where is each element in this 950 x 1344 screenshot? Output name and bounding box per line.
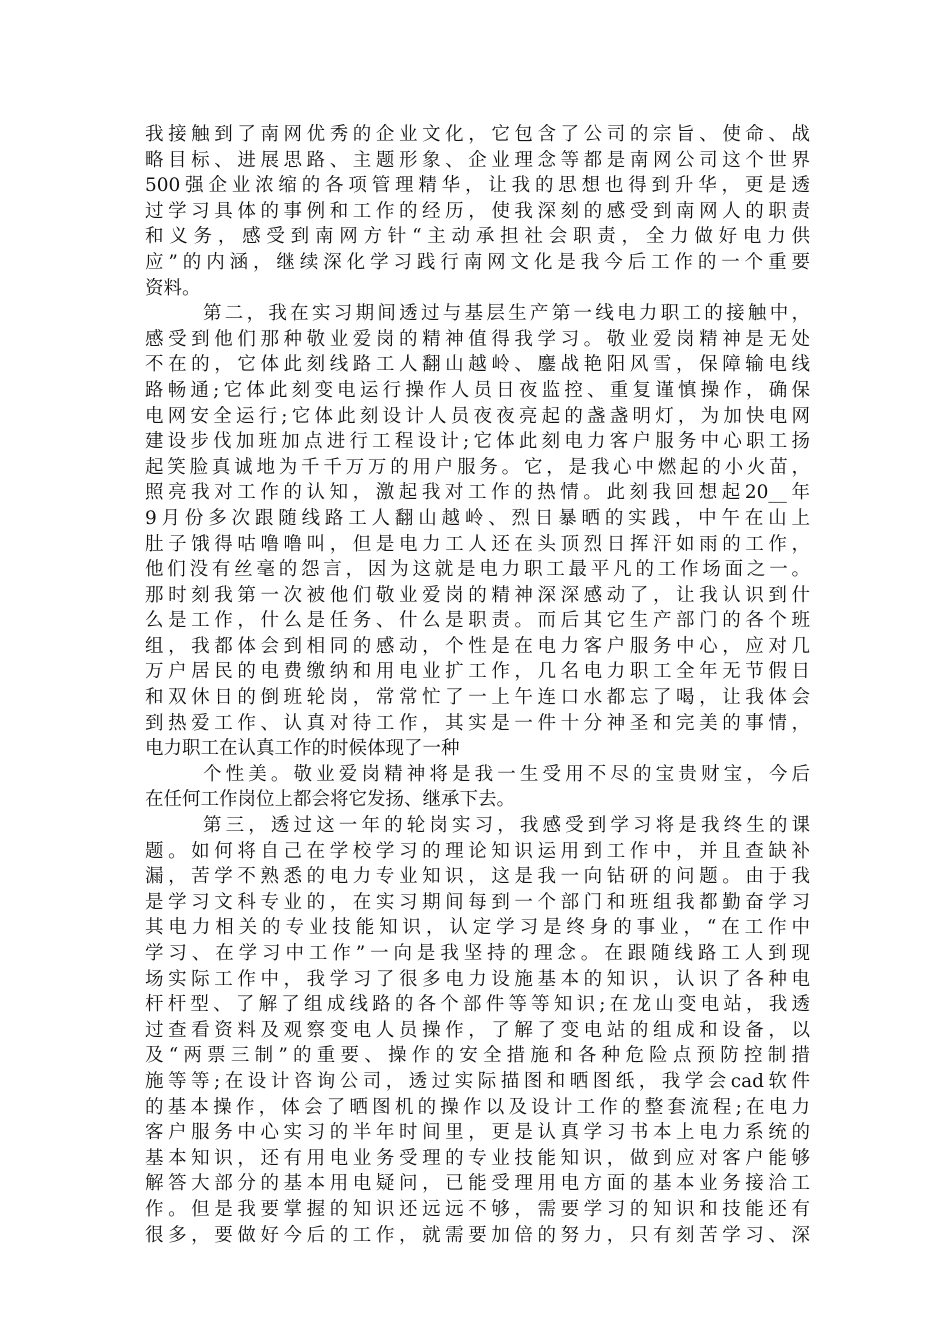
text-line: 第三，透过这一年的轮岗实习，我感受到学习将是我终生的课 xyxy=(203,815,810,837)
text-line: 过查看资料及观察变电人员操作，了解了变电站的组成和设备，以 xyxy=(145,1019,810,1041)
text-line: 作。但是我要掌握的知识还远远不够，需要学习的知识和技能还有 xyxy=(145,1198,810,1220)
text-line: 解答大部分的基本用电疑问，已能受理用电方面的基本业务接洽工 xyxy=(145,1173,810,1195)
text-line: 的基本操作，体会了晒图机的操作以及设计工作的整套流程;在电力 xyxy=(145,1096,810,1118)
text-line: 肚子饿得咕噜噜叫，但是电力工人还在头顶烈日挥汗如雨的工作， xyxy=(145,533,810,555)
body-text xyxy=(145,122,810,1248)
text-line: 他们没有丝毫的怨言，因为这就是电力职工最平凡的工作场面之一。 xyxy=(145,559,810,581)
text-line: 在任何工作岗位上都会将它发扬、继承下去。 xyxy=(145,789,516,811)
text-line: 路畅通;它体此刻变电运行操作人员日夜监控、重复谨慎操作，确保 xyxy=(145,379,810,401)
text-line: 客户服务中心实习的半年时间里，更是认真学习书本上电力系统的 xyxy=(145,1122,810,1144)
text-line: 及“两票三制”的重要、操作的安全措施和各种危险点预防控制措 xyxy=(145,1045,810,1067)
text-line: 略目标、进展思路、主题形象、企业理念等都是南网公司这个世界 xyxy=(145,149,810,171)
text-line: 么是工作，什么是任务、什么是职责。而后其它生产部门的各个班 xyxy=(145,610,810,632)
text-line: 那时刻我第一次被他们敬业爱岗的精神深深感动了，让我认识到什 xyxy=(145,584,810,606)
text-line: 500强企业浓缩的各项管理精华，让我的思想也得到升华，更是透 xyxy=(145,175,810,197)
text-line: 应”的内涵，继续深化学习践行南网文化是我今后工作的一个重要 xyxy=(145,251,810,273)
text-line: 万户居民的电费缴纳和用电业扩工作，几名电力职工全年无节假日 xyxy=(145,661,810,683)
text-line: 组，我都体会到相同的感动，个性是在电力客户服务中心，应对几 xyxy=(145,635,810,657)
text-line: 到热爱工作、认真对待工作，其实是一件十分神圣和完美的事情， xyxy=(145,712,810,734)
text-line: 照亮我对工作的认知，激起我对工作的热情。此刻我回想起20__年 xyxy=(145,482,810,504)
text-line: 杆杆型、了解了组成线路的各个部件等等知识;在龙山变电站，我透 xyxy=(145,994,810,1016)
text-line: 感受到他们那种敬业爱岗的精神值得我学习。敬业爱岗精神是无处 xyxy=(145,328,810,350)
text-line: 不在的，它体此刻线路工人翻山越岭、鏖战艳阳风雪，保障输电线 xyxy=(145,354,810,376)
text-line: 和双休日的倒班轮岗，常常忙了一上午连口水都忘了喝，让我体会 xyxy=(145,687,810,709)
text-line: 第二，我在实习期间透过与基层生产第一线电力职工的接触中， xyxy=(203,303,810,325)
text-line: 基本知识，还有用电业务受理的专业技能知识，做到应对客户能够 xyxy=(145,1147,810,1169)
text-line: 建设步伐加班加点进行工程设计;它体此刻电力客户服务中心职工扬 xyxy=(145,431,810,453)
text-line: 很多，要做好今后的工作，就需要加倍的努力，只有刻苦学习、深 xyxy=(145,1224,810,1246)
text-line: 个性美。敬业爱岗精神将是我一生受用不尽的宝贵财宝，今后 xyxy=(203,763,810,785)
text-line: 是学习文科专业的，在实习期间每到一个部门和班组我都勤奋学习 xyxy=(145,891,810,913)
text-line: 9月份多次跟随线路工人翻山越岭、烈日暴晒的实践，中午在山上 xyxy=(145,507,810,529)
text-line: 电网安全运行;它体此刻设计人员夜夜亮起的盏盏明灯，为加快电网 xyxy=(145,405,810,427)
text-line: 和义务，感受到南网方针“主动承担社会职责，全力做好电力供 xyxy=(145,226,810,248)
text-line: 场实际工作中，我学习了很多电力设施基本的知识，认识了各种电 xyxy=(145,968,810,990)
text-line: 其电力相关的专业技能知识，认定学习是终身的事业，“在工作中 xyxy=(145,917,810,939)
text-line: 施等等;在设计咨询公司，透过实际描图和晒图纸，我学会cad软件 xyxy=(145,1070,810,1092)
text-line: 电力职工在认真工作的时候体现了一种 xyxy=(145,738,460,760)
text-line: 学习、在学习中工作”一向是我坚持的理念。在跟随线路工人到现 xyxy=(145,943,810,964)
text-line: 过学习具体的事例和工作的经历，使我深刻的感受到南网人的职责 xyxy=(145,200,810,222)
text-line: 起笑脸真诚地为千千万万的用户服务。它，是我心中燃起的小火苗， xyxy=(145,456,810,478)
text-line: 漏，苦学不熟悉的电力专业知识，这是我一向钻研的问题。由于我 xyxy=(145,866,810,888)
text-line: 我接触到了南网优秀的企业文化，它包含了公司的宗旨、使命、战 xyxy=(145,124,810,145)
text-line: 题。如何将自己在学校学习的理论知识运用到工作中，并且查缺补 xyxy=(145,840,810,862)
text-line: 资料。 xyxy=(145,277,201,299)
